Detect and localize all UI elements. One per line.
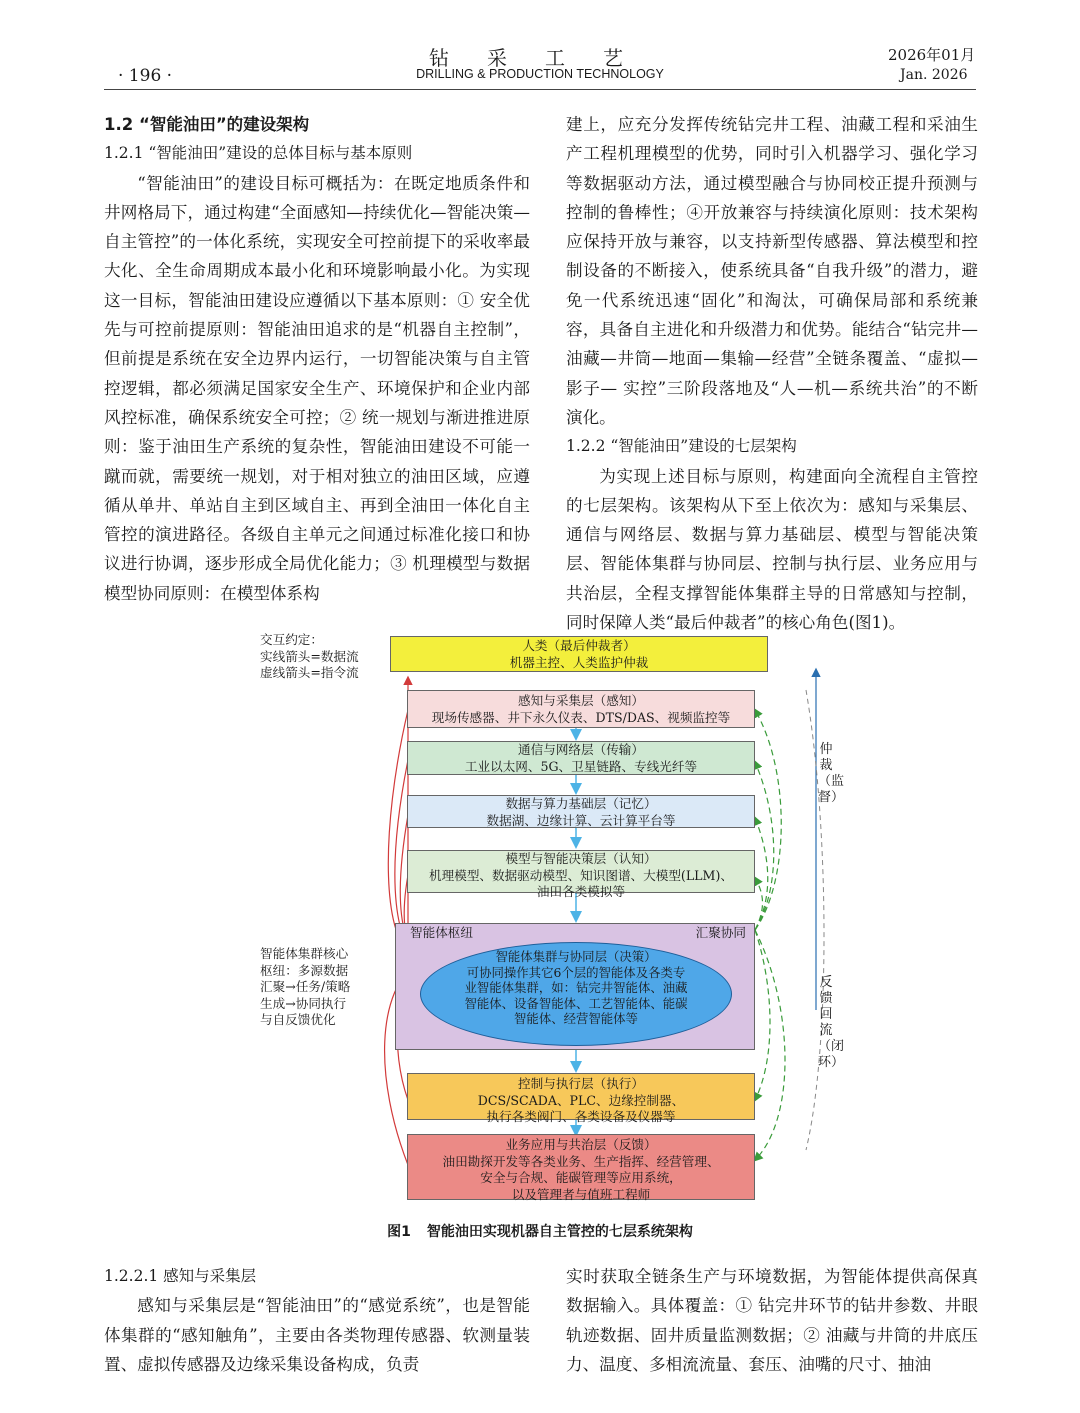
hub-desc: 智能体、设备智能体、工艺智能体、能碳 (464, 995, 688, 1011)
issue-date-cn: 2026年01月 (888, 46, 976, 64)
layer-business-governance (407, 1134, 755, 1200)
layer-data-compute (407, 795, 755, 828)
arbitration-label: 仲裁（监督） (818, 742, 845, 805)
layer-title: 感知与采集层（感知） (518, 693, 644, 708)
hub-label-converge: 汇聚协同 (695, 925, 746, 940)
layer-title: 数据与算力基础层（记忆） (505, 796, 657, 811)
journal-title-cn: 钻采工艺 (429, 46, 661, 70)
command-flow-curve (755, 818, 768, 930)
command-flow-curve (755, 762, 774, 930)
caption-text: 智能油田实现机器自主管控的七层系统架构 (426, 1224, 693, 1240)
agent-hub-layer (395, 923, 755, 1050)
note-line: 与自反馈优化 (260, 1012, 336, 1027)
subsection-heading: 1.2.1 “智能油田”建设的总体目标与基本原则 (104, 144, 413, 163)
hub-desc: 可协同操作其它6个层的智能体及各类专 (466, 964, 686, 980)
bottom-right-column (566, 1262, 978, 1379)
layer-title: 控制与执行层（执行） (518, 1076, 644, 1091)
right-column (566, 110, 978, 637)
feedback-label: 反馈回流（闭环） (818, 975, 845, 1070)
issue-date-en: Jan. 2026 (900, 67, 968, 83)
layer-title: 业务应用与共治层（反馈） (505, 1137, 657, 1152)
layer-desc: 机器主控、人类监护仲裁 (509, 654, 649, 670)
section-heading: 1.2 “智能油田”的建设架构 (104, 115, 310, 134)
hub-desc: 业智能体集群，如：钻完井智能体、油藏 (464, 980, 688, 995)
note-line: 生成→协同执行 (260, 995, 347, 1011)
left-column (104, 110, 530, 608)
layer-control-execution (407, 1073, 755, 1124)
body-paragraph: 感知与采集层是“智能油田”的“感觉系统”，也是智能体集群的“感知触角”，主要由各类物理传感器、软测量装置、虚拟传感器及边缘采集设备构成，负责 (104, 1296, 530, 1374)
human-arbiter-box (390, 636, 768, 672)
agent-cluster-ellipse (420, 942, 732, 1046)
legend-title: 交互约定： (260, 632, 323, 647)
layer-desc: 油田各类模拟等 (536, 884, 626, 899)
note-line: 智能体集群核心 (260, 946, 349, 961)
layer-perception (407, 690, 755, 728)
layer-desc: 安全与合规、能碳管理等应用系统， (480, 1170, 682, 1185)
layer-title: 模型与智能决策层（认知） (505, 851, 657, 866)
layer-desc: 现场传感器、井下永久仪表、DTS/DAS、视频监控等 (431, 709, 731, 725)
legend-dashed: 虚线箭头=指令流 (260, 665, 359, 680)
layer-model-decision (407, 850, 755, 899)
layer-desc: 机理模型、数据驱动模型、知识图谱、大模型(LLM)、 (429, 867, 733, 883)
layer-desc: 以及管理者与值班工程师 (511, 1186, 651, 1202)
layer-title: 人类（最后仲裁者） (522, 638, 636, 653)
command-flow-curve (755, 930, 770, 1100)
command-flow-curve (755, 930, 785, 1160)
subsection-heading: 1.2.2.1 感知与采集层 (104, 1267, 257, 1285)
subsection-heading: 1.2.2 “智能油田”建设的七层架构 (566, 437, 797, 456)
layer-desc: 工业以太网、5G、卫星链路、专线光纤等 (464, 758, 698, 774)
hub-title: 智能体集群与协同层（决策） (495, 949, 657, 964)
journal-title-en: DRILLING & PRODUCTION TECHNOLOGY (416, 67, 664, 81)
body-paragraph: “智能油田”的建设目标可概括为：在既定地质条件和井网格局下，通过构建“全面感知—持续优化—智能决策—自主管控”的一体化系统，实现安全可控前提下的采收率最大化、全生命周期成本最小化和环境影响最小化。为实现这一目标，智能油田建设应遵循以下基本原则：① 安全优先与可控前提原则：智能油田追求的是“机器自主控制”，但前提是系统在安全边界内运行，一切智能决策与自主管控逻辑，都必须满足国家安全生产、环境保护和企业内部风控标准，确保系统安全可控；② 统一规划与渐进推进原则：鉴于油田生产系统的复杂性，智能油田建设不可能一蹴而就，需要统一规划，对于相对独立的油田区域，应遵循从单井、单站自主到区域自主、再到全油田一体化自主管控的演进路径。各级自主单元之间通过标准化接口和协议进行协调，逐步形成全局优化能力；③ 机理模型与数据模型协同原则：在模型体系构 (104, 173, 530, 603)
command-flow-curve (755, 878, 763, 930)
header-rule (104, 89, 976, 90)
agent-core-note (260, 946, 350, 1029)
body-paragraph: 为实现上述目标与原则，构建面向全流程自主管控的七层架构。该架构从下至上依次为：感知与采集层、通信与网络层、数据与算力基础层、模型与智能决策层、智能体集群与协同层、控制与执行层、业务应用与共治层，全程支撑智能体集群主导的日常感知与控制，同时保障人类“最后仲裁者”的核心角色(图1)。 (566, 466, 978, 633)
body-paragraph: 实时获取全链条生产与环境数据，为智能体提供高保真数据输入。具体覆盖：① 钻完井环节的钻井参数、井眼轨迹数据、固井质量监测数据；② 油藏与井筒的井底压力、温度、多相流流量、套压、油嘴的尺寸、抽油 (566, 1267, 978, 1374)
body-paragraph-continued: 建上，应充分发挥传统钻完井工程、油藏工程和采油生产工程机理模型的优势，同时引入机器学习、强化学习等数据驱动方法，通过模型融合与协同校正提升预测与控制的鲁棒性；④开放兼容与持续演化原则：技术架构应保持开放与兼容，以支持新型传感器、算法模型和控制设备的不断接入，使系统具备“自我升级”的潜力，避免一代系统迅速“固化”和淘汰，可确保局部和系统兼容，具备自主进化和升级潜力和优势。能结合“钻完井—油藏—井筒—地面—集输—经营”全链条覆盖、“虚拟—影子— 实控”三阶段落地及“人—机—系统共治”的不断演化。 (566, 115, 978, 427)
layer-desc: DCS/SCADA、PLC、边缘控制器、 (477, 1092, 685, 1108)
layer-network (407, 741, 755, 775)
bottom-left-column (104, 1262, 530, 1379)
legend-solid: 实线箭头=数据流 (260, 648, 359, 664)
figure-caption (104, 1221, 976, 1241)
hub-desc: 智能体、经营智能体等 (514, 1011, 638, 1026)
figure-legend (260, 632, 359, 682)
note-line: 枢纽：多源数据 (260, 962, 349, 978)
layer-desc: 油田勘探开发等各类业务、生产指挥、经营管理、 (442, 1153, 720, 1169)
hub-label: 智能体枢纽 (410, 925, 473, 940)
layer-desc: 执行各类阀门、各类设备及仪器等 (486, 1109, 676, 1124)
layer-desc: 数据湖、边缘计算、云计算平台等 (486, 812, 676, 828)
page-number: · 196 · (118, 66, 173, 86)
figure-1 (250, 630, 850, 1205)
caption-number: 图1 (387, 1224, 411, 1240)
layer-title: 通信与网络层（传输） (518, 742, 644, 757)
note-line: 汇聚→任务/策略 (260, 979, 351, 994)
